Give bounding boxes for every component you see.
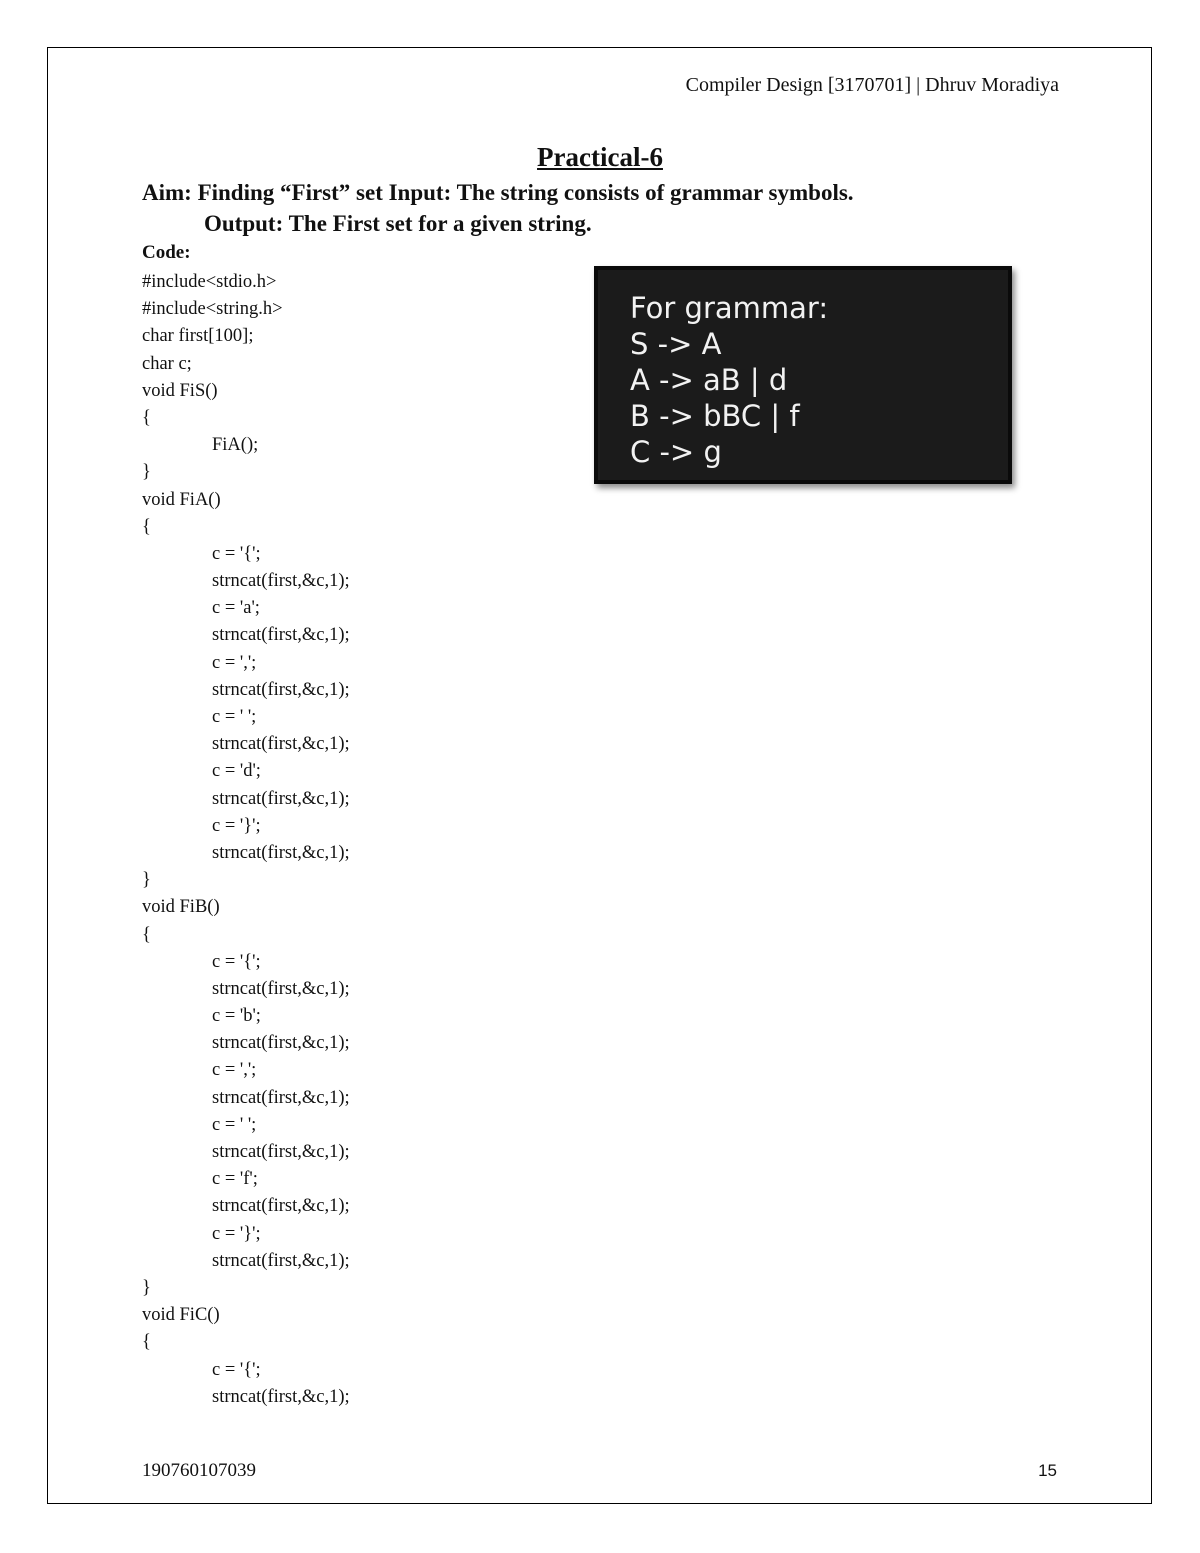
code-line: char first[100]; (142, 326, 254, 347)
terminal-line: B -> bBC | f (630, 399, 800, 433)
code-line: c = 'b'; (212, 1006, 261, 1027)
terminal-line: C -> g (630, 435, 722, 469)
code-block (142, 269, 350, 1411)
code-line: c = '}'; (212, 815, 261, 836)
code-line: c = '}'; (212, 1223, 261, 1244)
code-line: void FiA() (142, 489, 221, 510)
code-line: c = ','; (212, 652, 257, 673)
code-line: strncat(first,&c,1); (212, 1196, 350, 1217)
code-label: Code: (142, 242, 191, 263)
terminal-line: A -> aB | d (630, 363, 788, 397)
code-line: strncat(first,&c,1); (212, 842, 350, 863)
code-line: c = ' '; (212, 707, 257, 727)
terminal-line: S -> A (630, 327, 722, 361)
code-line: c = ' '; (212, 1114, 257, 1135)
code-line: strncat(first,&c,1); (212, 1087, 350, 1108)
code-line: } (142, 870, 151, 891)
code-line: c = '{'; (212, 543, 261, 564)
code-line: { (142, 407, 151, 428)
code-line: char c; (142, 353, 192, 374)
code-line: strncat(first,&c,1); (212, 734, 350, 755)
code-line: strncat(first,&c,1); (212, 679, 350, 700)
code-line: void FiS() (142, 380, 218, 401)
code-line: strncat(first,&c,1); (212, 978, 350, 999)
code-line: c = '{'; (212, 1359, 261, 1380)
code-line: strncat(first,&c,1); (212, 1142, 350, 1162)
terminal-line: For grammar: (630, 291, 829, 325)
enrollment-number: 190760107039 (142, 1460, 256, 1481)
code-line: FiA(); (212, 435, 259, 456)
code-line: c = 'f'; (212, 1169, 258, 1190)
code-line: c = '{'; (212, 951, 261, 972)
code-line: #include<stdio.h> (142, 272, 277, 292)
code-line: void FiC() (142, 1305, 220, 1326)
code-line: strncat(first,&c,1); (212, 1033, 350, 1054)
code-line: void FiB() (142, 897, 220, 918)
code-line: c = 'd'; (212, 761, 261, 782)
code-line: { (142, 1332, 151, 1353)
code-line: c = 'a'; (212, 598, 260, 619)
code-line: c = ','; (212, 1060, 257, 1081)
code-line: strncat(first,&c,1); (212, 788, 350, 809)
output-line: Output: The First set for a given string. (204, 211, 592, 236)
page-header: Compiler Design [3170701] | Dhruv Moradiya (685, 74, 1059, 96)
code-line: strncat(first,&c,1); (212, 571, 350, 592)
code-line: } (142, 1277, 151, 1298)
grammar-terminal-screenshot (594, 266, 1012, 484)
code-line: { (142, 516, 151, 537)
aim-line: Aim: Finding “First” set Input: The string consists of grammar symbols. (142, 180, 854, 205)
page-number: 15 (1038, 1461, 1057, 1480)
code-line: strncat(first,&c,1); (212, 1386, 350, 1407)
code-line: #include<string.h> (142, 299, 283, 320)
code-line: } (142, 462, 151, 483)
code-line: strncat(first,&c,1); (212, 625, 350, 646)
code-line: { (142, 924, 151, 945)
code-line: strncat(first,&c,1); (212, 1250, 350, 1271)
page-title: Practical-6 (537, 142, 663, 172)
